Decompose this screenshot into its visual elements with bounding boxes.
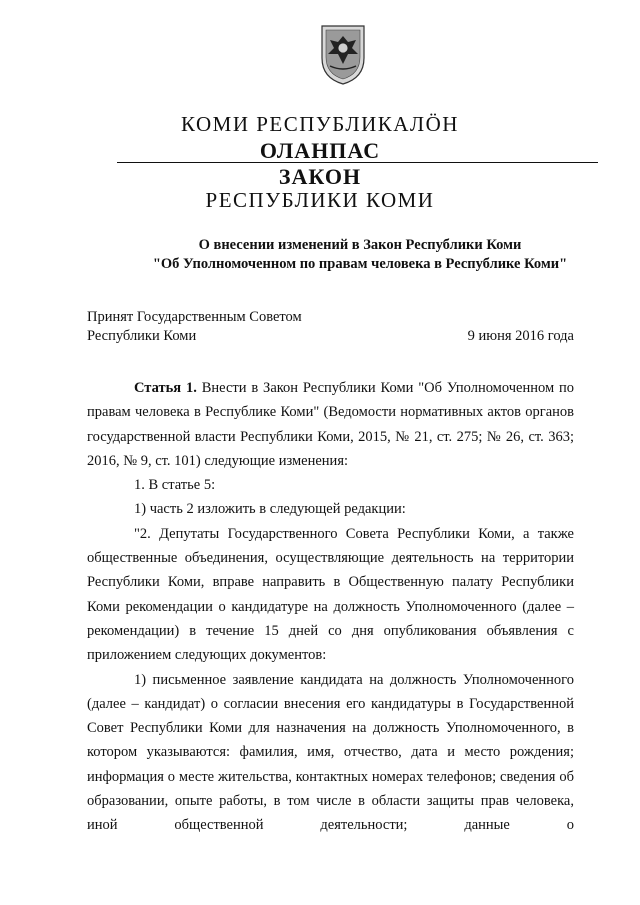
article-1-label: Статья 1.: [134, 380, 197, 396]
coat-of-arms-emblem: [318, 22, 368, 86]
paragraph-application-1: 1) письменное заявление кандидата на должность Уполномоченного (далее – кандидат) о согласии внесения его кандидатуры в Государственной Совет Республики Коми для назначения на должность Уполномоченного, в котором указываются: фамилия, имя, отчество, дата и место рождения; информация о месте жительства, контактных номерах телефонов; сведения об образовании, опыте работы, в том числе в области защиты прав человека, иной общественной деятельности; данные о: [87, 671, 574, 834]
law-title-line-2: "Об Уполномоченном по правам человека в Республике Коми": [152, 256, 568, 272]
law-title-line-1: О внесении изменений в Закон Республики Коми: [198, 237, 522, 253]
header-divider: [117, 162, 598, 163]
olanpas-heading: ОЛАНПАС: [259, 138, 381, 163]
law-body: [87, 376, 574, 838]
article-1-paragraph: [87, 376, 574, 473]
adopted-by-line-1: Принят Государственным Советом: [87, 309, 302, 325]
komi-republic-heading: КОМИ РЕСПУБЛИКАЛÖН: [181, 112, 459, 136]
adopted-by-block: [87, 308, 302, 346]
paragraph-subitem-1: 1) часть 2 изложить в следующей редакции:: [134, 501, 406, 518]
adoption-date: 9 июня 2016 года: [467, 328, 574, 344]
law-title: [80, 236, 640, 274]
article-1-text: Внести в Закон Республики Коми "Об Уполномоченном по правам человека в Республике Коми" (Ведомости нормативных актов органов государственной власти Республики Коми, 2015, № 21, ст. 275; № 26, ст. 363; 2016, № 9, ст. 101) следующие изменения:: [87, 380, 575, 469]
paragraph-quote-2: "2. Депутаты Государственного Совета Республики Коми, а также общественные объединения, осуществляющие деятельность на территории Республики Коми, вправе направить в Общественную палату Республики Коми рекомендации о кандидатуре на должность Уполномоченного (далее – рекомендации) в течение 15 дней со дня опубликования объявления с приложением следующих документов:: [87, 525, 574, 664]
adopted-by-line-2: Республики Коми: [87, 328, 197, 344]
republic-komi-heading: РЕСПУБЛИКИ КОМИ: [205, 188, 435, 212]
zakon-heading: ЗАКОН: [278, 164, 362, 189]
paragraph-item-1: 1. В статье 5:: [134, 477, 216, 494]
